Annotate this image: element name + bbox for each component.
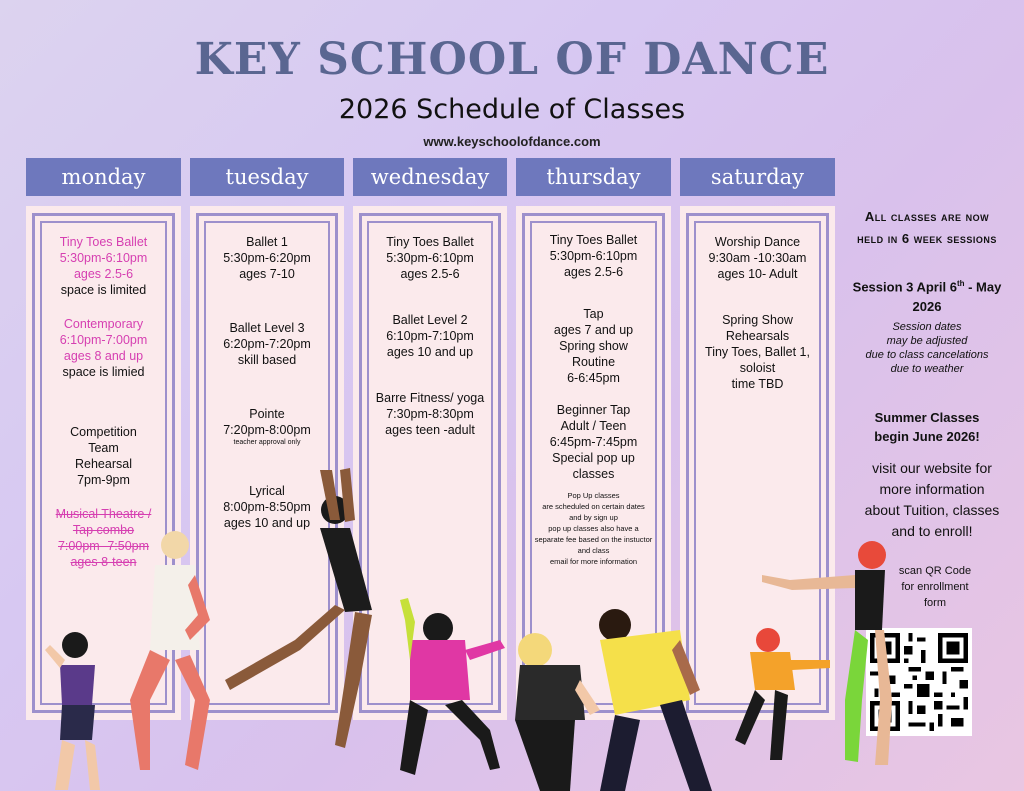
class-note: classes: [572, 467, 615, 481]
scan-line: scan QR Code: [898, 565, 972, 577]
class-time: 7:30pm-8:30pm: [386, 407, 474, 421]
saturday-card: [680, 206, 835, 720]
class-time: 6:20pm-7:20pm: [223, 337, 311, 351]
enrollment-qr-code[interactable]: [866, 628, 972, 736]
day-header-wednesday: wednesday: [353, 158, 507, 196]
class-ages: ages 2.5-6: [563, 265, 624, 279]
class-name: Tiny Toes Ballet: [549, 233, 638, 247]
visit-line: and to enroll!: [891, 523, 973, 539]
adjust-note: [836, 320, 1018, 376]
class-name: Ballet Level 2: [392, 313, 468, 327]
day-header-tuesday: tuesday: [190, 158, 344, 196]
day-header-thursday: thursday: [516, 158, 671, 196]
class-time: 6-6:45pm: [567, 371, 620, 385]
session-start: Session 3 April 6: [852, 279, 957, 295]
session-dates: [836, 274, 1018, 317]
cancelled-class-ages: ages 8-teen: [70, 555, 137, 569]
class-time: 9:30am -10:30am: [708, 251, 807, 265]
class-note: space is limied: [62, 365, 145, 379]
class-name: Worship Dance: [714, 235, 801, 249]
class-time: 7:20pm-8:00pm: [223, 423, 311, 437]
adjust-note-line: due to class cancelations: [865, 349, 989, 361]
class-note: Tiny Toes, Ballet 1,: [705, 345, 810, 359]
popup-note: separate fee based on the instuctor: [534, 535, 653, 544]
class-ages: ages 10 and up: [223, 516, 311, 530]
monday-card: [26, 206, 181, 720]
popup-note: and by sign up: [569, 513, 618, 522]
class-time: 6:45pm-7:45pm: [549, 435, 638, 449]
session-year: 2026: [912, 299, 942, 315]
visit-line: visit our website for: [872, 460, 992, 476]
scan-qr-text: [880, 563, 990, 611]
session-start-sup: th: [956, 279, 965, 288]
class-ages: ages 10- Adult: [717, 267, 798, 281]
popup-note: email for more information: [549, 557, 638, 566]
cancelled-class-time: 7:00pm- 7:50pm: [57, 539, 150, 553]
visit-line: more information: [879, 481, 985, 497]
class-ages: Adult / Teen: [560, 419, 627, 433]
sessions-heading-line: All classes are now: [864, 209, 990, 224]
summer-line: Summer Classes: [874, 410, 980, 425]
qr-code-icon: [866, 628, 972, 736]
class-time: 5:30pm-6:10pm: [549, 249, 638, 263]
class-name: Tiny Toes Ballet: [386, 235, 474, 249]
class-time: 6:10pm-7:10pm: [386, 329, 474, 343]
class-name: Competition: [70, 425, 137, 439]
school-title: KEY SCHOOL OF DANCE: [194, 34, 830, 85]
popup-note: and class: [577, 546, 610, 555]
class-name: Pointe: [249, 407, 285, 421]
sessions-heading-line: held in 6 week sessions: [857, 231, 997, 246]
class-ages: ages teen -adult: [385, 423, 475, 437]
class-name: Ballet Level 3: [229, 321, 305, 335]
popup-note: Pop Up classes: [567, 491, 620, 500]
class-name: Spring Show: [722, 313, 793, 327]
class-name: Lyrical: [249, 484, 285, 498]
adjust-note-line: may be adjusted: [886, 335, 968, 347]
class-note: soloist: [739, 361, 776, 375]
popup-note: are scheduled on certain dates: [542, 502, 645, 511]
class-name: Tap: [583, 307, 604, 321]
class-ages: ages 2.5-6: [400, 267, 460, 281]
day-header-saturday: saturday: [680, 158, 835, 196]
popup-note: pop up classes also have a: [548, 524, 639, 533]
thursday-card: [516, 206, 671, 720]
cancelled-class-name: Musical Theatre /: [55, 507, 152, 521]
class-time: time TBD: [731, 377, 784, 391]
adjust-note-line: Session dates: [892, 321, 962, 333]
class-name: Rehearsal: [75, 457, 132, 471]
class-note: space is limited: [60, 283, 147, 297]
class-name: Ballet 1: [246, 235, 288, 249]
visit-line: about Tuition, classes: [864, 502, 1000, 518]
class-ages: ages 7-10: [239, 267, 295, 281]
class-ages: ages 8 and up: [63, 349, 144, 363]
sessions-heading: [836, 206, 1018, 250]
class-name: Barre Fitness/ yoga: [375, 391, 485, 405]
class-time: 5:30pm-6:20pm: [223, 251, 311, 265]
class-name: Team: [88, 441, 119, 455]
class-ages: ages 7 and up: [553, 323, 634, 337]
class-time: 5:30pm-6:10pm: [386, 251, 474, 265]
class-name: Beginner Tap: [556, 403, 631, 417]
cancelled-class-name: Tap combo: [72, 523, 135, 537]
class-note: Special pop up: [552, 451, 635, 465]
class-ages: ages 10 and up: [386, 345, 474, 359]
wednesday-card: [353, 206, 507, 720]
schedule-subtitle: 2026 Schedule of Classes: [338, 94, 686, 125]
class-ages: skill based: [237, 353, 297, 367]
visit-website-text: [846, 458, 1018, 542]
class-name: Rehearsals: [725, 329, 790, 343]
class-name: Contemporary: [63, 317, 144, 331]
adjust-note-line: due to weather: [890, 363, 964, 375]
class-time: 8:00pm-8:50pm: [223, 500, 311, 514]
summer-classes: [836, 408, 1018, 446]
day-header-monday: monday: [26, 158, 181, 196]
class-time: 7pm-9pm: [77, 473, 130, 487]
class-time: 5:30pm-6:10pm: [59, 251, 148, 265]
class-time: 6:10pm-7:00pm: [59, 333, 148, 347]
summer-line: begin June 2026!: [874, 429, 980, 444]
website-link[interactable]: www.keyschoolofdance.com: [423, 134, 601, 149]
class-ages: ages 2.5-6: [73, 267, 134, 281]
class-note: Spring show: [559, 339, 628, 353]
class-name: Tiny Toes Ballet: [59, 235, 148, 249]
scan-line: form: [924, 597, 946, 609]
class-note: teacher approval only: [233, 439, 301, 446]
scan-line: for enrollment: [901, 581, 969, 593]
session-end: - May: [964, 279, 1002, 295]
tuesday-card: [190, 206, 344, 720]
class-note: Routine: [571, 355, 616, 369]
